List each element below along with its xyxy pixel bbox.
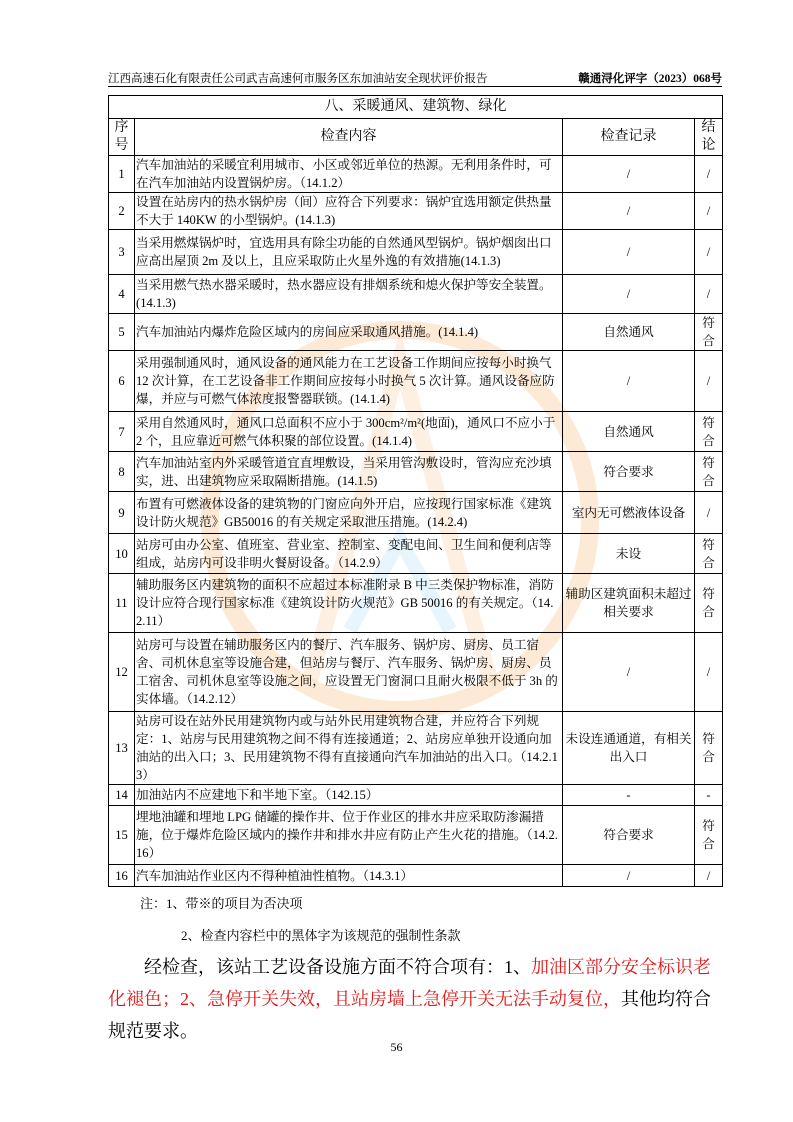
table-row bbox=[109, 412, 723, 452]
conclusion-paragraph bbox=[108, 951, 722, 1047]
table-row bbox=[109, 574, 723, 633]
row-result: 符合 bbox=[695, 412, 723, 452]
inspection-table bbox=[108, 95, 723, 887]
row-record: - bbox=[563, 785, 695, 806]
table-row bbox=[109, 193, 723, 230]
table-row bbox=[109, 351, 723, 412]
table-row bbox=[109, 785, 723, 806]
row-number: 5 bbox=[109, 314, 135, 351]
row-result: 符合 bbox=[695, 712, 723, 785]
table-row bbox=[109, 806, 723, 865]
row-content: 设置在站房内的热水锅炉房（间）应符合下列要求：锅炉宜选用额定供热量不大于 140KW 的小型锅炉。(14.1.3) bbox=[135, 193, 563, 230]
row-content: 站房可由办公室、值班室、营业室、控制室、变配电间、卫生间和便利店等组成，站房内可设非明火餐厨设备。（14.2.9） bbox=[135, 534, 563, 574]
table-row bbox=[109, 314, 723, 351]
row-result: 符合 bbox=[695, 806, 723, 865]
row-record: 辅助区建筑面积未超过相关要求 bbox=[563, 574, 695, 633]
row-record: / bbox=[563, 633, 695, 712]
row-number: 10 bbox=[109, 534, 135, 574]
row-record: 未设连通通道，有相关出入口 bbox=[563, 712, 695, 785]
page-content bbox=[108, 66, 722, 1047]
row-content: 采用自然通风时，通风口总面积不应小于 300cm²/m²(地面)，通风口不应小于 2 个，且应靠近可燃气体积聚的部位设置。(14.1.4) bbox=[135, 412, 563, 452]
row-record: 符合要求 bbox=[563, 452, 695, 492]
conclusion-nonconformities: 加油区部分安全标识老化褪色；2、急停开关失效，且站房墙上急停开关无法手动复位， bbox=[108, 957, 711, 1009]
table-row bbox=[109, 275, 723, 314]
row-result: / bbox=[695, 156, 723, 193]
row-result: 符合 bbox=[695, 314, 723, 351]
conclusion-text: 经检查，该站工艺设备设施方面不符合项有：1、 bbox=[144, 957, 531, 977]
row-result: / bbox=[695, 492, 723, 534]
table-row bbox=[109, 712, 723, 785]
row-number: 12 bbox=[109, 633, 135, 712]
table-row bbox=[109, 492, 723, 534]
row-record: / bbox=[563, 275, 695, 314]
row-result: / bbox=[695, 865, 723, 887]
row-record: / bbox=[563, 230, 695, 275]
row-result: / bbox=[695, 275, 723, 314]
page-number: 56 bbox=[390, 1040, 403, 1054]
row-record: / bbox=[563, 156, 695, 193]
row-number: 11 bbox=[109, 574, 135, 633]
row-number: 7 bbox=[109, 412, 135, 452]
row-record: / bbox=[563, 193, 695, 230]
table-row bbox=[109, 534, 723, 574]
row-record: 未设 bbox=[563, 534, 695, 574]
row-record: 室内无可燃液体设备 bbox=[563, 492, 695, 534]
table-row bbox=[109, 865, 723, 887]
row-record: / bbox=[563, 865, 695, 887]
row-content: 埋地油罐和埋地 LPG 储罐的操作井、位于作业区的排水井应采取防渗漏措施，位于爆炸危险区域内的操作井和排水井应有防止产生火花的措施。（14.2.16） bbox=[135, 806, 563, 865]
row-content: 当采用燃气热水器采暖时，热水器应设有排烟系统和熄火保护等安全装置。(14.1.3) bbox=[135, 275, 563, 314]
col-header-result: 结论 bbox=[695, 119, 723, 156]
row-number: 9 bbox=[109, 492, 135, 534]
row-content: 站房可与设置在辅助服务区内的餐厅、汽车服务、锅炉房、厨房、员工宿舍、司机休息室等设施合建，但站房与餐厅、汽车服务、锅炉房、厨房、员工宿舍、司机休息室等设施之间，应设置无门窗洞口且耐火极限不低于 3h 的实体墙。（14.2.12） bbox=[135, 633, 563, 712]
report-number: 赣通浔化评字（2023）068号 bbox=[578, 73, 722, 85]
row-result: / bbox=[695, 633, 723, 712]
row-number: 13 bbox=[109, 712, 135, 785]
row-result: / bbox=[695, 230, 723, 275]
report-title: 江西高速石化有限责任公司武吉高速何市服务区东加油站安全现状评价报告 bbox=[108, 73, 488, 85]
note-1: 注：1、带※的项目为否决项 bbox=[140, 896, 303, 911]
row-result: 符合 bbox=[695, 574, 723, 633]
row-record: 自然通风 bbox=[563, 314, 695, 351]
table-row bbox=[109, 633, 723, 712]
row-number: 14 bbox=[109, 785, 135, 806]
row-number: 15 bbox=[109, 806, 135, 865]
row-number: 6 bbox=[109, 351, 135, 412]
row-content: 站房可设在站外民用建筑物内或与站外民用建筑物合建，并应符合下列规定：1、站房与民用建筑物之间不得有连接通道；2、站房应单独开设通向加油站的出入口；3、民用建筑物不得有直接通向汽车加油站的出入口。（14.2.13） bbox=[135, 712, 563, 785]
row-result: 符合 bbox=[695, 452, 723, 492]
row-record: / bbox=[563, 351, 695, 412]
row-content: 辅助服务区内建筑物的面积不应超过本标准附录 B 中三类保护物标准，消防设计应符合现行国家标准《建筑设计防火规范》GB 50016 的有关规定。（14.2.11） bbox=[135, 574, 563, 633]
col-header-record: 检查记录 bbox=[563, 119, 695, 156]
col-header-content: 检查内容 bbox=[135, 119, 563, 156]
row-record: 符合要求 bbox=[563, 806, 695, 865]
row-content: 汽车加油站室内外采暖管道宜直埋敷设，当采用管沟敷设时，管沟应充沙填实，进、出建筑物应采取隔断措施。(14.1.5) bbox=[135, 452, 563, 492]
table-row bbox=[109, 452, 723, 492]
row-number: 16 bbox=[109, 865, 135, 887]
row-content: 汽车加油站内爆炸危险区域内的房间应采取通风措施。(14.1.4) bbox=[135, 314, 563, 351]
row-result: / bbox=[695, 193, 723, 230]
col-header-no: 序号 bbox=[109, 119, 135, 156]
row-number: 4 bbox=[109, 275, 135, 314]
table-row bbox=[109, 156, 723, 193]
conclusion-end: 其他均符合规范要求。 bbox=[108, 989, 711, 1041]
row-content: 汽车加油站的采暖宜利用城市、小区或邻近单位的热源。无利用条件时，可在汽车加油站内设置锅炉房。（14.1.2） bbox=[135, 156, 563, 193]
row-result: 符合 bbox=[695, 534, 723, 574]
row-content: 加油站内不应建地下和半地下室。（142.15） bbox=[135, 785, 563, 806]
note-2: 2、检查内容栏中的黑体字为该规范的强制性条款 bbox=[181, 928, 461, 943]
row-result: / bbox=[695, 351, 723, 412]
table-row bbox=[109, 230, 723, 275]
row-result: - bbox=[695, 785, 723, 806]
row-number: 8 bbox=[109, 452, 135, 492]
row-number: 2 bbox=[109, 193, 135, 230]
row-number: 3 bbox=[109, 230, 135, 275]
section-title: 八、采暖通风、建筑物、绿化 bbox=[109, 96, 723, 119]
row-content: 采用强制通风时，通风设备的通风能力在工艺设备工作期间应按每小时换气 12 次计算，在工艺设备非工作期间应按每小时换气 5 次计算。通风设备应防爆，并应与可燃气体浓度报警器联锁。(14.1.4) bbox=[135, 351, 563, 412]
row-content: 布置有可燃液体设备的建筑物的门窗应向外开启，应按现行国家标准《建筑设计防火规范》GB50016 的有关规定采取泄压措施。(14.2.4) bbox=[135, 492, 563, 534]
page-header bbox=[108, 66, 722, 87]
row-content: 汽车加油站作业区内不得种植油性植物。（14.3.1） bbox=[135, 865, 563, 887]
row-number: 1 bbox=[109, 156, 135, 193]
row-content: 当采用燃煤锅炉时，宜选用具有除尘功能的自然通风型锅炉。锅炉烟囱出口应高出屋顶 2m 及以上，且应采取防止火星外逸的有效措施(14.1.3) bbox=[135, 230, 563, 275]
row-record: 自然通风 bbox=[563, 412, 695, 452]
